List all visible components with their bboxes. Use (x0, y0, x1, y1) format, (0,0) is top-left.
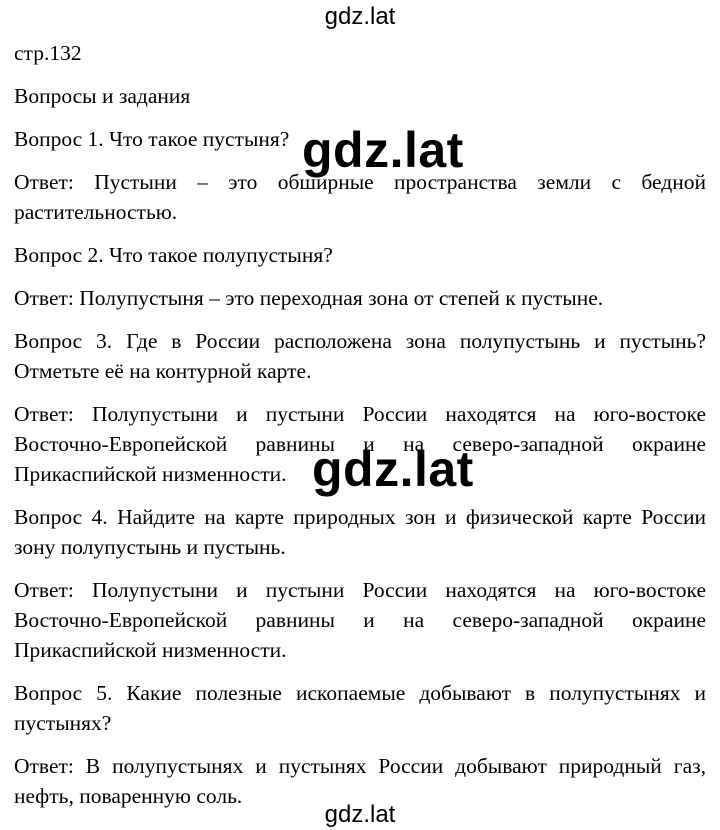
watermark-top: gdz.lat (302, 122, 464, 178)
answer-3: Ответ: Полупустыни и пустыни России находятся на юго-востоке Восточно-Европейской равнины и на северо-западной окраине Прикаспийской низменности. (14, 402, 706, 486)
question-1: Вопрос 1. Что такое пустыня? (14, 127, 290, 151)
site-footer: gdz.lat (324, 801, 396, 828)
section-title: Вопросы и задания (14, 84, 191, 108)
question-3: Вопрос 3. Где в России расположена зона полупустынь и пустынь? Отметьте её на контурной карте. (14, 329, 706, 383)
answer-4: Ответ: Полупустыни и пустыни России находятся на юго-востоке Восточно-Европейской равнины и на северо-западной окраине Прикаспийской низменности. (14, 578, 706, 662)
answer-2: Ответ: Полупустыня – это переходная зона от степей к пустыне. (14, 286, 604, 310)
watermark-middle: gdz.lat (312, 441, 474, 497)
question-2: Вопрос 2. Что такое полупустыня? (14, 243, 333, 267)
page-number: стр.132 (14, 41, 82, 65)
question-5: Вопрос 5. Какие полезные ископаемые добывают в полупустынях и пустынях? (14, 681, 706, 735)
answer-1: Ответ: Пустыни – это обширные пространства земли с бедной растительностью. (14, 170, 706, 224)
site-header: gdz.lat (324, 3, 396, 30)
question-4: Вопрос 4. Найдите на карте природных зон и физической карте России зону полупустынь и пустынь. (14, 505, 706, 559)
answer-5: Ответ: В полупустынях и пустынях России добывают природный газ, нефть, поваренную соль. (14, 754, 706, 808)
